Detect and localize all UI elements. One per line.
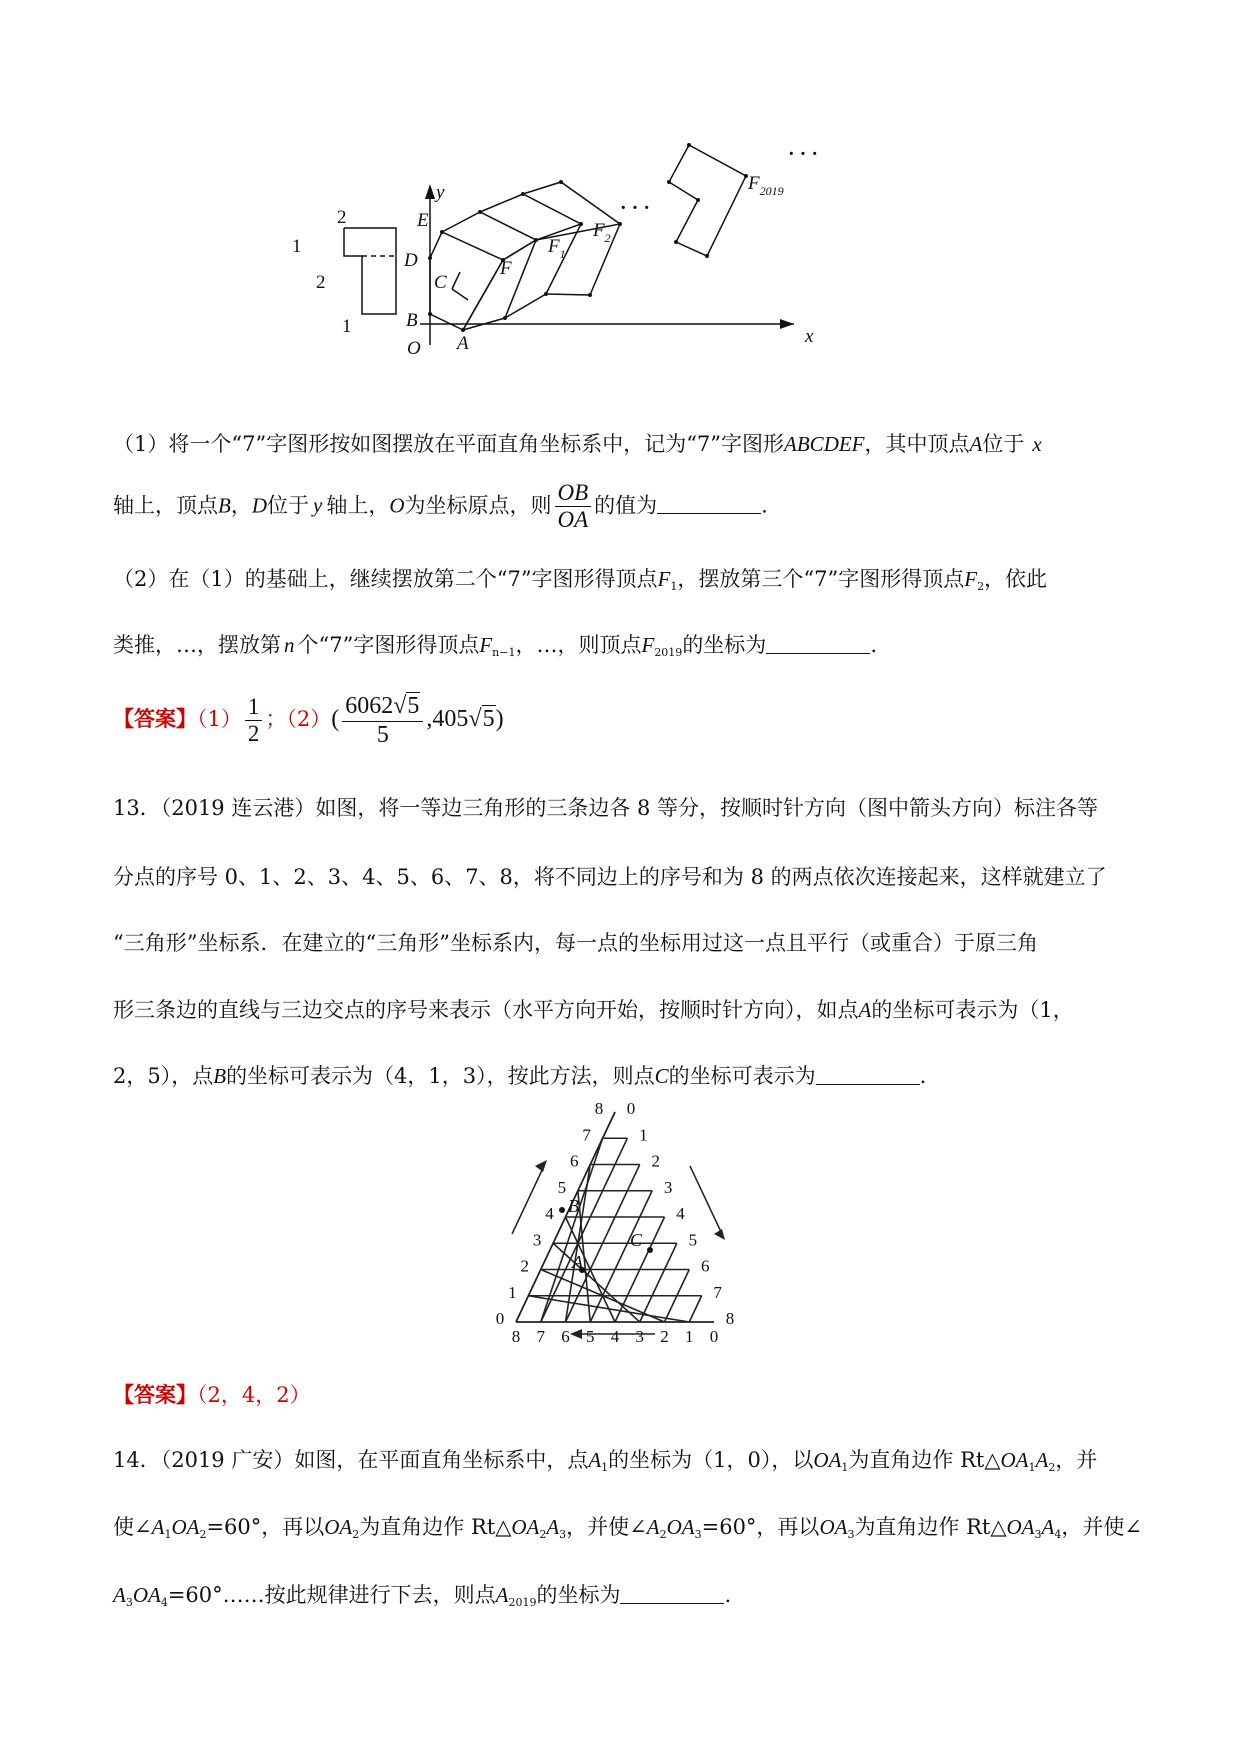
math-text: A (1041, 1515, 1055, 1539)
math-text: A (113, 1583, 126, 1607)
subscript: 2 (199, 1528, 207, 1541)
subscript: 1 (164, 1528, 172, 1541)
text: . (761, 493, 768, 518)
answer-text: （2，4，2） (197, 1383, 311, 1407)
text: 轴上， (326, 493, 390, 518)
point-f1-label: $F_1$ (548, 236, 566, 261)
subscript: 4 (1054, 1528, 1062, 1541)
number: 405 (432, 706, 469, 733)
grid-line (541, 1138, 628, 1322)
left-edge-label: 6 (570, 1151, 579, 1171)
arrow-down-icon (714, 1229, 725, 1240)
answer-label: 【答案】 (113, 1382, 197, 1407)
point-b-label: B (568, 1196, 579, 1216)
text: （2）在（1）的基础上，继续摆放第二个“7”字图形得顶点 (113, 567, 658, 591)
text: 位于 (267, 493, 309, 518)
text: ，并 (1055, 1448, 1098, 1472)
radicand: 5 (407, 693, 420, 719)
subscript: 2019 (654, 646, 683, 659)
right-edge-label: 1 (639, 1125, 648, 1145)
answer-12 (113, 692, 504, 749)
y-axis-label: y (436, 182, 445, 203)
point-c-label: C (434, 272, 447, 293)
math-text: n (284, 633, 295, 657)
text: =60°，再以 (701, 1515, 820, 1539)
text: 为直角边作 Rt△ (359, 1515, 512, 1539)
subscript: 3 (847, 1528, 855, 1541)
q14-line3 (113, 1579, 731, 1609)
origin-label: O (407, 338, 421, 359)
math-text: B (218, 493, 231, 518)
part2-line2 (113, 629, 877, 659)
math-text: ABCDEF (784, 432, 865, 456)
subscript: 1 (601, 1461, 609, 1474)
answer-13 (113, 1379, 311, 1409)
shape-label-bottom: 1 (342, 316, 352, 337)
text: 使∠ (113, 1515, 152, 1539)
left-edge-label: 1 (508, 1282, 517, 1302)
grid-line (590, 1191, 652, 1322)
subscript: 3 (125, 1596, 133, 1609)
part1-line1 (113, 428, 1042, 458)
math-text: O (389, 493, 405, 518)
left-edge-label: 3 (532, 1230, 542, 1250)
subscript: 2 (1048, 1461, 1056, 1474)
subscript: 3 (694, 1528, 702, 1541)
q13-line1: 13．（2019 连云港）如图，将一等边三角形的三条边各 8 等分，按顺时针方向（图中箭头方向）标注各等 (113, 796, 1099, 820)
math-text: OA (819, 1515, 848, 1539)
text: ，其中顶点 (864, 432, 970, 456)
right-edge-label: 2 (651, 1151, 660, 1171)
subscript: 2 (539, 1528, 547, 1541)
math-text: A (1035, 1448, 1049, 1472)
text: （1）将一个“7”字图形按如图摆放在平面直角坐标系中，记为“7”字图形 (113, 432, 785, 456)
grid-line (689, 1296, 701, 1322)
text: . (724, 1583, 732, 1607)
left-edge-label: 4 (545, 1204, 554, 1223)
subscript: 1 (1028, 1461, 1036, 1474)
math-text: D (251, 493, 267, 518)
text: . (870, 633, 877, 657)
q13-line2: 分点的序号 0、1、2、3、4、5、6、7、8，将不同边上的序号和为 8 的两点依次连接起来，这样就建立了 (113, 865, 1107, 889)
subscript: n−1 (492, 646, 516, 659)
subscript: 4 (160, 1596, 168, 1609)
left-edge-label: 8 (594, 1099, 604, 1118)
bottom-edge-label: 1 (685, 1327, 694, 1346)
text: ，并使∠ (1061, 1515, 1142, 1539)
right-edge-label: 5 (688, 1230, 698, 1250)
point-d-label: D (404, 250, 418, 271)
text: =60°，再以 (206, 1515, 325, 1539)
math-text: x (1032, 432, 1042, 456)
math-text: OA (813, 1448, 842, 1472)
fraction-one-half (245, 694, 263, 748)
right-edge-label: 6 (701, 1256, 710, 1276)
fraction-ob-oa (555, 480, 592, 534)
math-text: A (588, 1448, 602, 1472)
subscript: 2 (659, 1528, 667, 1541)
q14-line1 (113, 1444, 1097, 1474)
math-text: C (654, 1064, 669, 1088)
fraction-numerator: OB (555, 480, 592, 507)
point-f-label: F (500, 258, 512, 279)
text: 类推，…，摆放第 (113, 633, 281, 657)
math-text: OA (132, 1583, 161, 1607)
point-b-label: B (406, 310, 418, 331)
q13-line4 (113, 994, 1074, 1024)
text: 个“7”字图形得顶点 (297, 633, 480, 657)
point-f2019-label: $F_{2019}$ (748, 173, 784, 198)
radicand: 5 (482, 706, 495, 733)
math-text: OA (511, 1515, 540, 1539)
subscript: 2 (977, 580, 985, 593)
answer-blank (620, 1585, 724, 1604)
point-a-label: A (572, 1252, 583, 1272)
subscript: 3 (1034, 1528, 1042, 1541)
text: 2，5），点 (113, 1064, 214, 1088)
answer-label: 【答案】 (113, 706, 197, 732)
ellipsis-dots-2: · · · (788, 143, 819, 165)
comma: , (426, 706, 433, 733)
math-text: F (641, 633, 655, 657)
left-edge-label: 0 (495, 1309, 505, 1328)
math-text: F (657, 567, 671, 591)
text: 的坐标可表示为 (668, 1064, 816, 1088)
bottom-edge-label: 3 (635, 1327, 644, 1346)
math-text: A (151, 1515, 165, 1539)
fraction-denominator: OA (557, 507, 589, 533)
coordinate-answer: ( $\frac{6062√5}{5}$ ,405√5) (331, 693, 504, 748)
shape-label-mid: 2 (316, 272, 326, 293)
math-text: F (964, 567, 978, 591)
math-text: OA (1000, 1448, 1029, 1472)
math-text: A (969, 432, 983, 456)
right-edge-label: 3 (663, 1177, 673, 1197)
subscript: 1 (841, 1461, 849, 1474)
math-text: OA (171, 1515, 200, 1539)
figure-triangle-grid (490, 1100, 750, 1350)
arrow-up-icon (535, 1160, 547, 1172)
text: ， (230, 493, 252, 518)
math-text: A (858, 998, 872, 1022)
q14-line2 (113, 1511, 1142, 1541)
q13-line5 (113, 1060, 926, 1090)
part1-line2 (113, 480, 768, 534)
right-edge-label: 0 (626, 1099, 636, 1118)
text: =60°……按此规律进行下去，则点 (167, 1583, 496, 1607)
fraction-x-coordinate (342, 692, 423, 749)
text: 轴上，顶点 (113, 493, 218, 518)
shape-label-top: 2 (337, 207, 347, 228)
point-a-label: A (457, 333, 469, 354)
bottom-edge-label: 4 (610, 1327, 620, 1346)
paren: ) (495, 706, 504, 733)
text: 的坐标可表示为（1， (871, 998, 1074, 1022)
answer-blank (657, 495, 761, 514)
bottom-edge-label: 5 (586, 1327, 595, 1346)
answer-blank (766, 635, 870, 654)
math-text: y (313, 493, 323, 518)
text: 的坐标为 (682, 633, 767, 657)
grid-line (528, 1296, 689, 1322)
text: 的坐标可表示为（4，1，3），按此方法，则点 (226, 1064, 655, 1088)
math-text: A (546, 1515, 560, 1539)
subscript: 2019 (508, 1596, 537, 1609)
fraction-denominator: 2 (247, 721, 260, 747)
left-edge-label: 7 (582, 1125, 591, 1145)
text: . (919, 1064, 927, 1088)
answer-blank (816, 1066, 920, 1085)
point-f2-label: $F_2$ (593, 220, 611, 245)
figure-seven-shapes (292, 140, 920, 410)
text: ，…，则顶点 (515, 633, 642, 657)
x-axis-label: x (805, 326, 814, 347)
math-text: B (213, 1064, 227, 1088)
text: 为直角边作 Rt△ (848, 1448, 1001, 1472)
right-edge-label: 4 (676, 1204, 685, 1223)
arrow-left-icon (570, 1329, 582, 1339)
bottom-edge-label: 0 (709, 1327, 719, 1346)
fraction-numerator: 6062√5 (342, 692, 423, 722)
text: ； (265, 707, 287, 732)
right-edge-label: 7 (713, 1282, 722, 1302)
bottom-edge-label: 2 (660, 1327, 669, 1346)
text: ，并使∠ (566, 1515, 647, 1539)
text: ，摆放第三个“7”字图形得顶点 (677, 567, 965, 591)
paren: ( (331, 706, 340, 733)
math-text: F (479, 633, 493, 657)
subscript: 1 (670, 580, 678, 593)
left-edge-label: 2 (520, 1256, 529, 1276)
ellipsis-dots-1: · · · (620, 197, 651, 219)
text: 位于 (982, 432, 1025, 456)
part2-line1 (113, 563, 1047, 593)
text: 的坐标为 (536, 1583, 621, 1607)
bottom-edge-label: 7 (536, 1327, 545, 1346)
math-text: OA (666, 1515, 695, 1539)
bottom-edge-label: 6 (561, 1327, 570, 1346)
shape-label-left: 1 (292, 236, 302, 257)
point-e-label: E (417, 210, 429, 231)
answer-part: （2） (286, 707, 332, 732)
text: 为直角边作 Rt△ (854, 1515, 1007, 1539)
text: 为坐标原点，则 (404, 493, 552, 518)
math-text: A (495, 1583, 509, 1607)
point-c-label: C (630, 1230, 643, 1250)
fraction-numerator: 1 (245, 694, 263, 721)
text: 的坐标为（1，0），以 (608, 1448, 814, 1472)
grid-line (640, 1243, 677, 1322)
text: ，依此 (984, 567, 1048, 591)
math-text: A (646, 1515, 660, 1539)
math-text: OA (1006, 1515, 1035, 1539)
text: 的值为 (594, 493, 658, 518)
subscript: 2 (352, 1528, 360, 1541)
bottom-edge-label: 8 (511, 1327, 521, 1346)
fraction-denominator: 5 (376, 721, 389, 748)
math-text: OA (324, 1515, 353, 1539)
answer-part: （1） (197, 707, 242, 732)
subscript: 3 (559, 1528, 567, 1541)
text: 14．（2019 广安）如图，在平面直角坐标系中，点 (113, 1448, 589, 1472)
text: 形三条边的直线与三边交点的序号来表示（水平方向开始，按顺时针方向），如点 (113, 998, 859, 1022)
number: 6062 (345, 693, 394, 719)
q13-line3: “三角形”坐标系．在建立的“三角形”坐标系内，每一点的坐标用过这一点且平行（或重合）于原三角 (113, 931, 1038, 955)
right-edge-label: 8 (725, 1309, 735, 1328)
left-edge-label: 5 (557, 1177, 567, 1197)
